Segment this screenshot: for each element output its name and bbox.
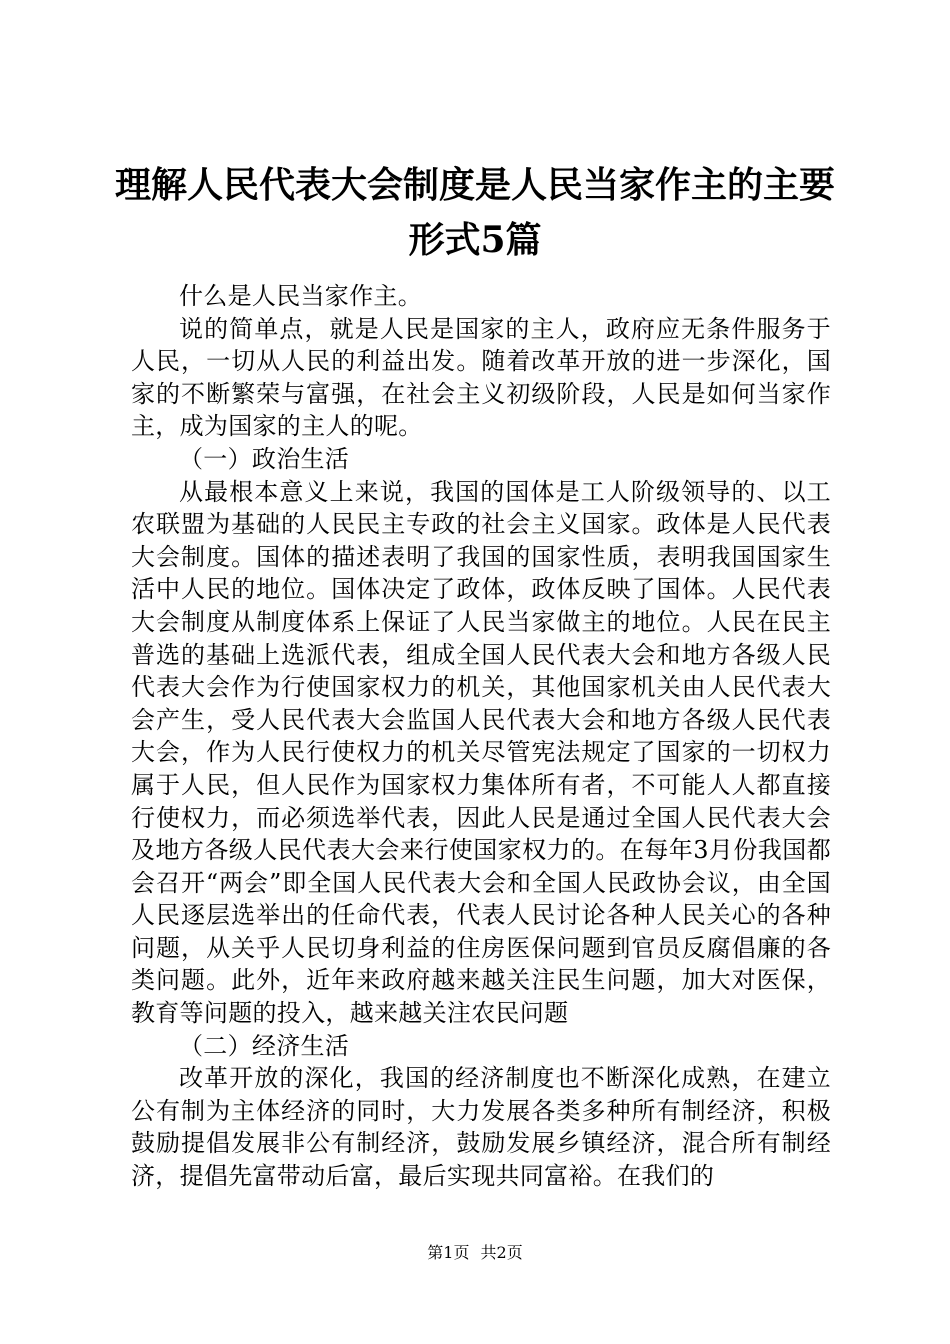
paragraph-politics: 从最根本意义上来说，我国的国体是工人阶级领导的、以工农联盟为基础的人民民主专政的社会主义国家。政体是人民代表大会制度。国体的描述表明了我国的国家性质，表明我国国家生活中人民的地位。国体决定了政体，政体反映了国体。人民代表大会制度从制度体系上保证了人民当家做主的地位。人民在民主普选的基础上选派代表，组成全国人民代表大会和地方各级人民代表大会作为行使国家权力的机关，其他国家机关由人民代表大会产生，受人民代表大会监国人民代表大会和地方各级人民代表大会，作为人民行使权力的机关尽管宪法规定了国家的一切权力属于人民，但人民作为国家权力集体所有者，不可能人人都直接行使权力，而必须选举代表，因此人民是通过全国人民代表大会及地方各级人民代表大会来行使国家权力的。在每年3月份我国都会召开“两会”即全国人民代表大会和全国人民政协会议，由全国人民逐层选举出的任命代表，代表人民讨论各种人民关心的各种问题，从关乎人民切身利益的住房医保问题到官员反腐倡廉的各类问题。此外，近年来政府越来越关注民生问题，加大对医保，教育等问题的投入，越来越关注农民问题 bbox=[131, 477, 831, 1028]
page-number-total: 共2页 bbox=[480, 1243, 523, 1262]
document-title-line-1: 理解人民代表大会制度是人民当家作主的主要 bbox=[114, 164, 835, 206]
paragraph-economy: 改革开放的深化，我国的经济制度也不断深化成熟，在建立公有制为主体经济的同时，大力发展各类多种所有制经济，积极鼓励提倡发展非公有制经济，鼓励发展乡镇经济，混合所有制经济，提倡先富带动后富，最后实现共同富裕。在我们的 bbox=[131, 1064, 831, 1191]
page-number-current: 第1页 bbox=[427, 1243, 470, 1262]
paragraph-intro-question: 什么是人民当家作主。 bbox=[179, 282, 422, 310]
section-heading-politics: （一）政治生活 bbox=[179, 444, 350, 473]
paragraph-intro-answer: 说的简单点，就是人民是国家的主人，政府应无条件服务于人民，一切从人民的利益出发。随着改革开放的进一步深化，国家的不断繁荣与富强，在社会主义初级阶段，人民是如何当家作主，成为国家的主人的呢。 bbox=[131, 314, 831, 441]
document-title-line-2: 形式5篇 bbox=[408, 219, 542, 261]
page-footer bbox=[0, 1242, 950, 1264]
section-heading-economy: （二）经济生活 bbox=[179, 1031, 350, 1060]
document-body bbox=[131, 280, 831, 1193]
